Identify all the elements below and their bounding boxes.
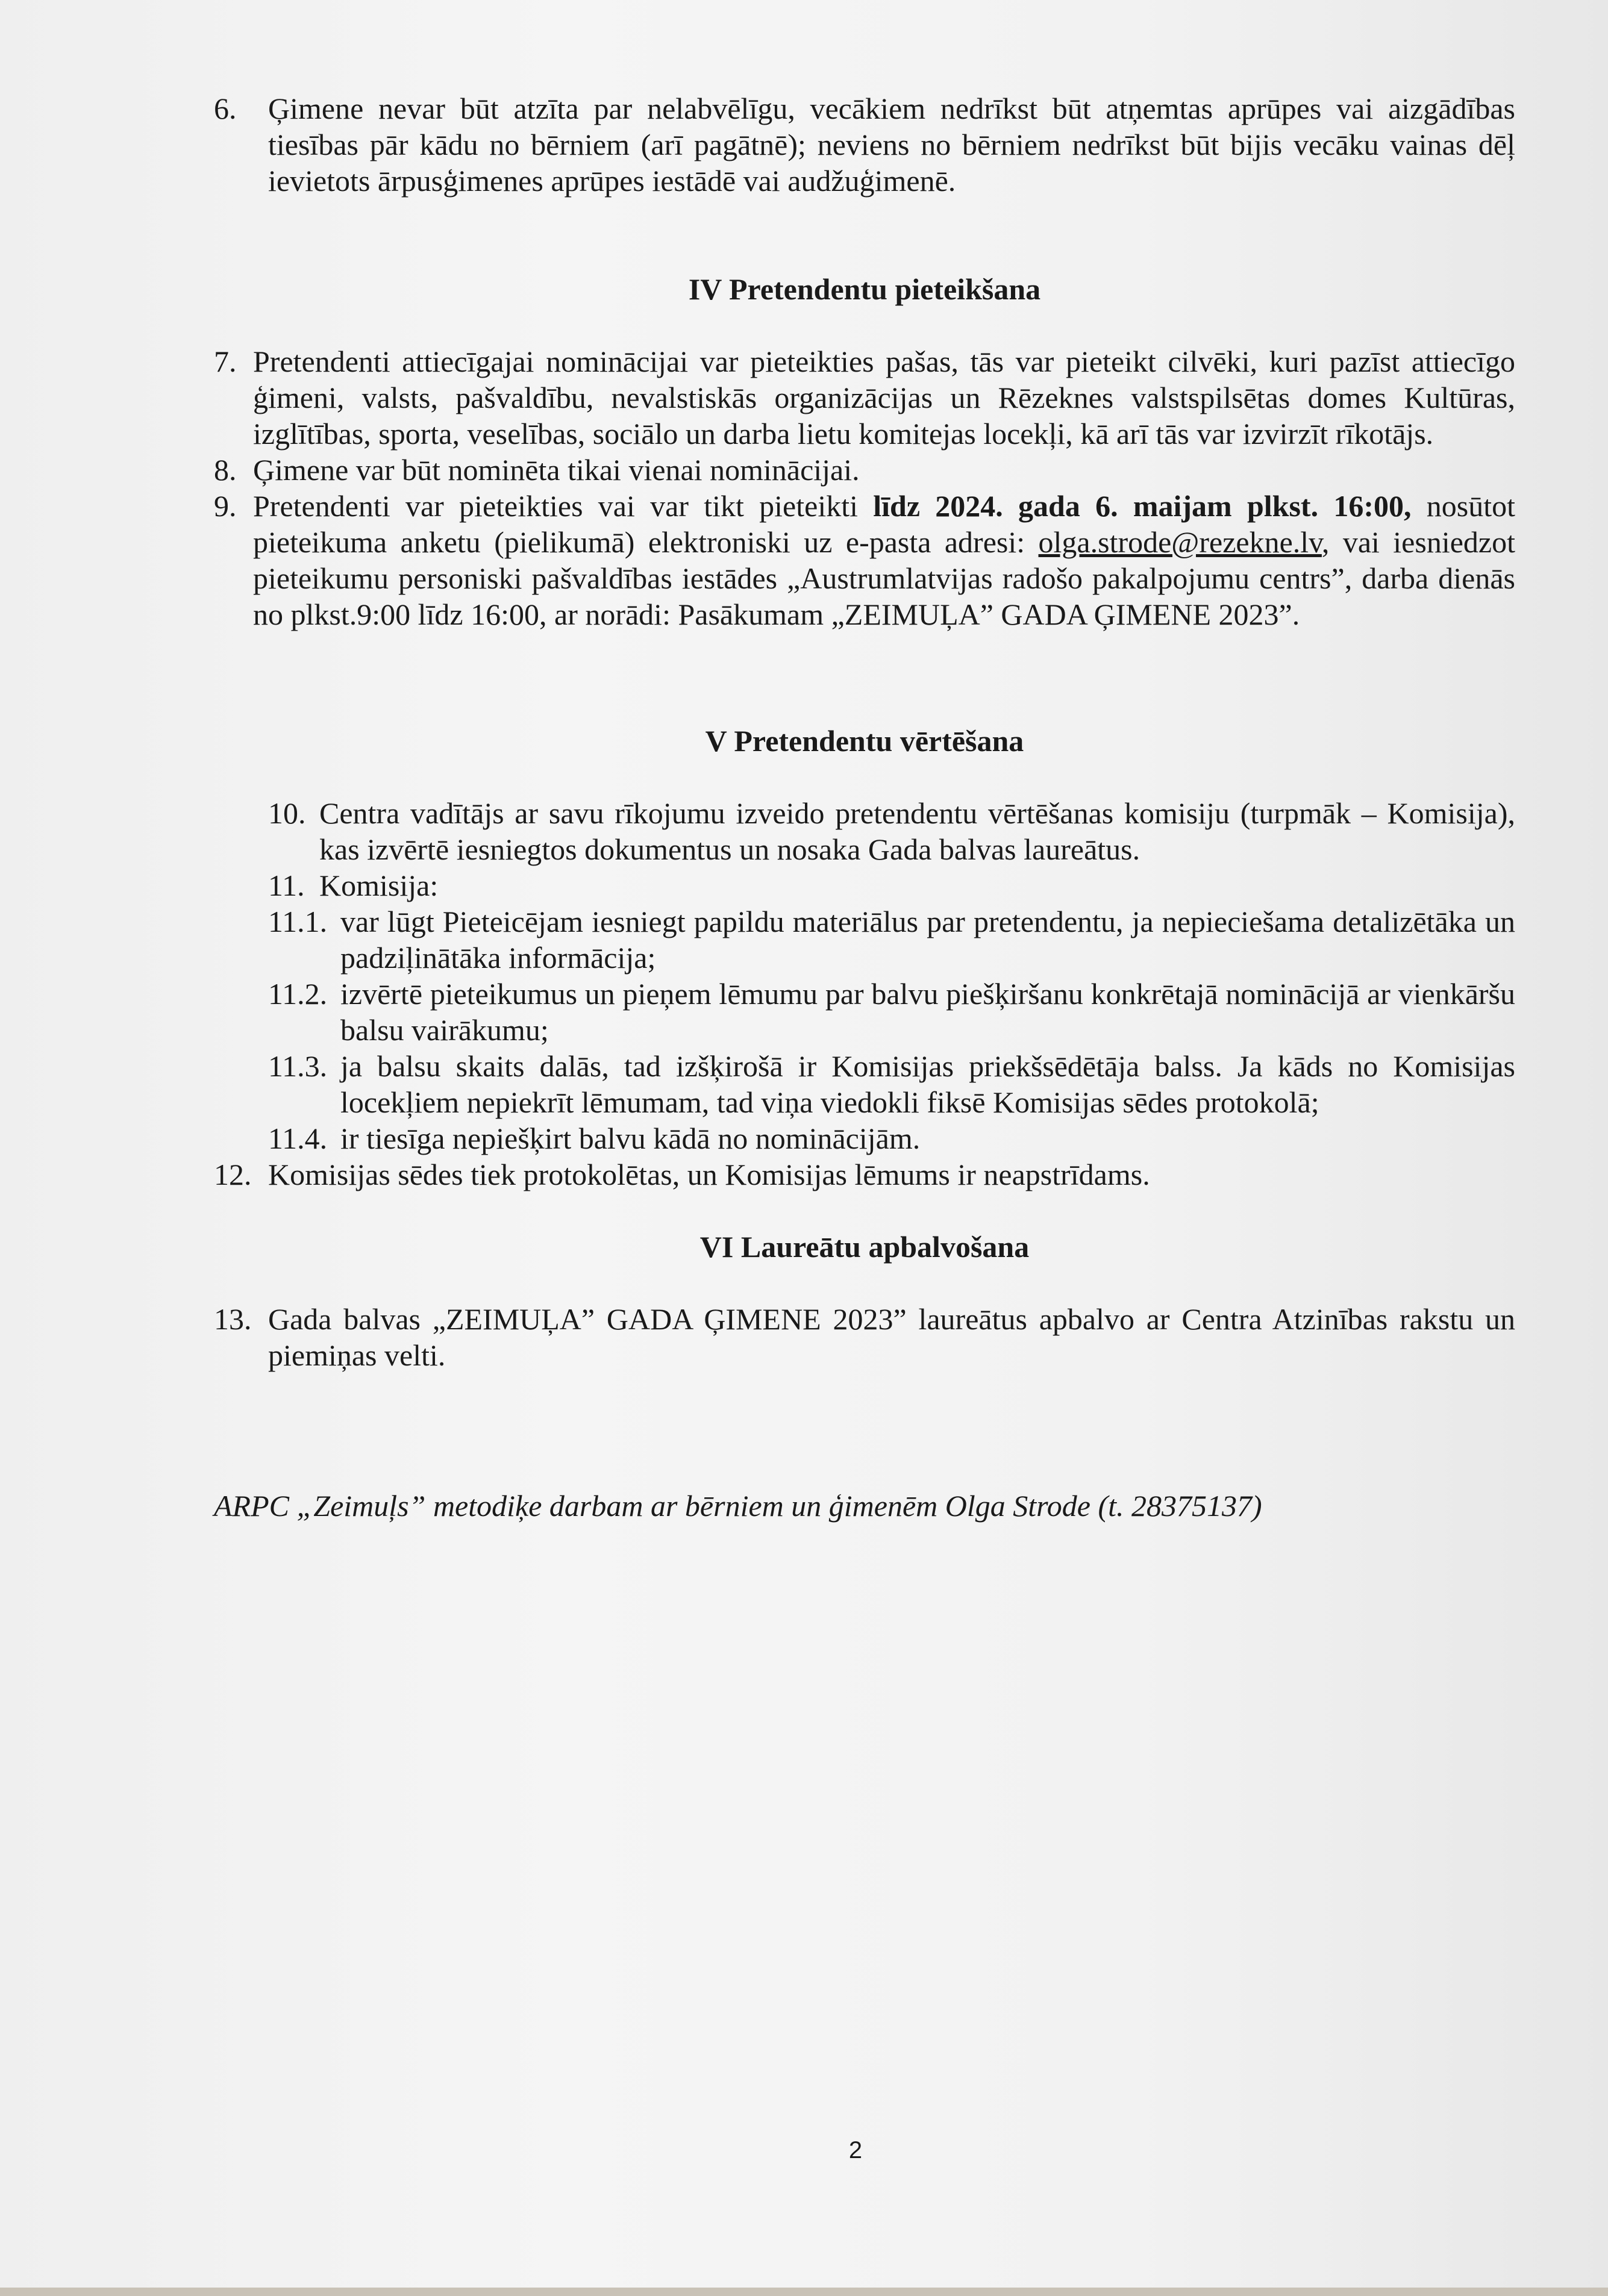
item-number: 11.1. <box>268 905 328 938</box>
item-text: Komisija: <box>319 869 439 902</box>
item-text-part: nosūtot pieteikuma anketu (pielikumā) elektroniski uz e-pasta adresi: <box>253 489 1515 559</box>
item-text: Komisijas sēdes tiek protokolētas, un Komisijas lēmums ir neapstrīdams. <box>268 1158 1150 1191</box>
item-number: 11.2. <box>268 977 328 1011</box>
item-number: 8. <box>214 453 237 487</box>
item-number: 11.3. <box>268 1049 328 1083</box>
list-item <box>214 488 1515 632</box>
item-number: 12. <box>214 1158 252 1191</box>
item-number: 11. <box>268 869 305 902</box>
list-item <box>268 976 1515 1048</box>
list-item <box>268 795 1515 867</box>
list-item <box>214 452 1515 488</box>
item-text: Gada balvas „ZEIMUĻA” GADA ĢIMENE 2023” laureātus apbalvo ar Centra Atzinības rakstu un piemiņas velti. <box>268 1302 1515 1372</box>
item-text <box>253 488 1515 632</box>
author-signature-line: ARPC „Zeimuļs” metodiķe darbam ar bērniem un ģimenēm Olga Strode (t. 28375137) <box>214 1489 1262 1523</box>
item-number: 11.4. <box>268 1121 328 1155</box>
deadline-text: līdz 2024. gada 6. maijam plkst. 16:00, <box>873 489 1412 523</box>
item-text: Ģimene var būt nominēta tikai vienai nominācijai. <box>253 453 860 487</box>
item-text: Pretendenti attiecīgajai nominācijai var pieteikties pašas, tās var pieteikt cilvēki, kuri pazīst attiecīgo ģimeni, valsts, pašvaldību, nevalstiskās organizācijas un Rēzeknes valstspilsētas domes Kultūras, izglītības, sporta, veselības, sociālo un darba lietu komitejas locekļi, kā arī tās var izvirzīt rīkotājs. <box>253 345 1515 451</box>
item-text: izvērtē pieteikumus un pieņem lēmumu par balvu piešķiršanu konkrētajā nominācijā ar vienkāršu balsu vairākumu; <box>340 977 1515 1047</box>
list-item <box>268 1120 1515 1156</box>
section-heading: IV Pretendentu pieteikšana <box>688 272 1041 306</box>
item-number: 10. <box>268 796 306 830</box>
section-heading: VI Laureātu apbalvošana <box>699 1230 1030 1264</box>
list-item <box>214 1301 1515 1373</box>
list-item <box>214 343 1515 452</box>
page-number: 2 <box>848 2137 863 2163</box>
item-text: var lūgt Pieteicējam iesniegt papildu materiālus par pretendentu, ja nepieciešama detalizētāka un padziļinātāka informācija; <box>340 905 1515 975</box>
document-body <box>214 90 1515 1524</box>
item-text: Centra vadītājs ar savu rīkojumu izveido pretendentu vērtēšanas komisiju (turpmāk – Komisija), kas izvērtē iesniegtos dokumentus un nosaka Gada balvas laureātus. <box>319 796 1515 866</box>
item-text-part: , vai iesniedzot pieteikumu personiski pašvaldības iestādes „Austrumlatvijas radošo pakalpojumu centrs”, darba dienās no plkst.9:00 līdz 16:00, ar norādi: Pasākumam „ZEIMUĻA” GADA ĢIMENE 2023”. <box>253 525 1516 631</box>
item-text: ja balsu skaits dalās, tad izšķirošā ir Komisijas priekšsēdētāja balss. Ja kāds no Komisijas locekļiem nepiekrīt lēmumam, tad viņa viedokli fiksē Komisijas sēdes protokolā; <box>340 1049 1515 1119</box>
item-number: 13. <box>214 1302 252 1336</box>
item-number: 7. <box>214 345 237 378</box>
list-item <box>268 867 1515 903</box>
list-item <box>214 1156 1515 1193</box>
item-text: ir tiesīga nepiešķirt balvu kādā no nominācijām. <box>340 1121 921 1155</box>
list-item <box>268 903 1515 976</box>
item-text-part: Pretendenti var pieteikties vai var tikt pieteikti <box>253 489 874 523</box>
list-item <box>268 1048 1515 1120</box>
item-text: Ģimene nevar būt atzīta par nelabvēlīgu, vecākiem nedrīkst būt atņemtas aprūpes vai aizgādības tiesības pār kādu no bērniem (arī pagātnē); neviens no bērniem nedrīkst būt bijis vecāku vainas dēļ ievietots ārpusģimenes aprūpes iestādē vai audžuģimenē. <box>268 92 1515 198</box>
list-item <box>214 90 1515 199</box>
email-link[interactable]: olga.strode@rezekne.lv <box>1038 525 1322 559</box>
item-number: 9. <box>214 489 237 523</box>
item-number: 6. <box>214 92 237 125</box>
section-heading: V Pretendentu vērtēšana <box>705 724 1024 758</box>
